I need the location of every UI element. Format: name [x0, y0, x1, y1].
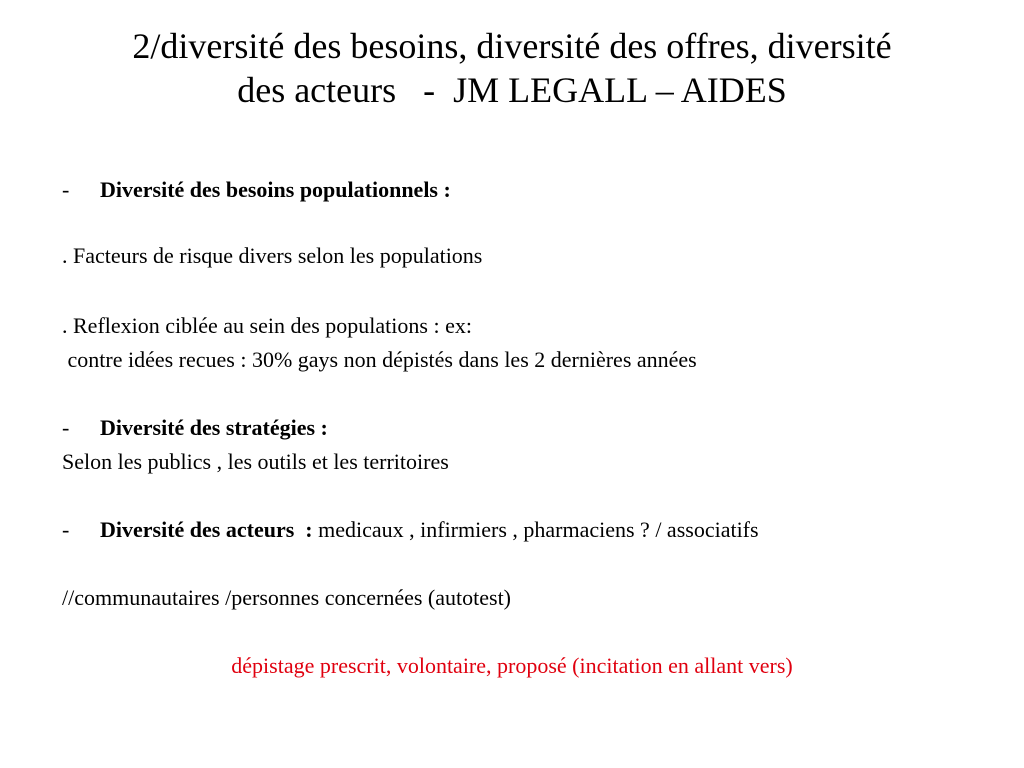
- bullet-dash: -: [62, 517, 70, 542]
- title-line-2: des acteurs - JM LEGALL – AIDES: [237, 70, 787, 110]
- text-reflexion: . Reflexion ciblée au sein des populations : ex:: [62, 313, 472, 338]
- bullet-acteurs: [62, 517, 759, 543]
- text-acteurs-list: medicaux , infirmiers , pharmaciens ? / associatifs: [312, 517, 759, 542]
- text-contre-idees: contre idées recues : 30% gays non dépistés dans les 2 dernières années: [62, 347, 697, 372]
- text-depistage: dépistage prescrit, volontaire, proposé (incitation en allant vers): [231, 653, 793, 678]
- heading-strategies: Diversité des stratégies :: [100, 415, 328, 440]
- heading-besoins: Diversité des besoins populationnels :: [100, 177, 451, 202]
- heading-acteurs: Diversité des acteurs :: [100, 517, 313, 542]
- text-communautaires: //communautaires /personnes concernées (autotest): [62, 585, 512, 610]
- bullet-besoins: [62, 177, 451, 203]
- bullet-dash: -: [62, 415, 70, 440]
- text-facteurs: . Facteurs de risque divers selon les populations: [62, 243, 483, 268]
- title-line-1: 2/diversité des besoins, diversité des offres, diversité: [132, 26, 892, 66]
- bullet-dash: -: [62, 177, 70, 202]
- text-publics: Selon les publics , les outils et les territoires: [62, 449, 449, 474]
- bullet-strategies: [62, 415, 328, 441]
